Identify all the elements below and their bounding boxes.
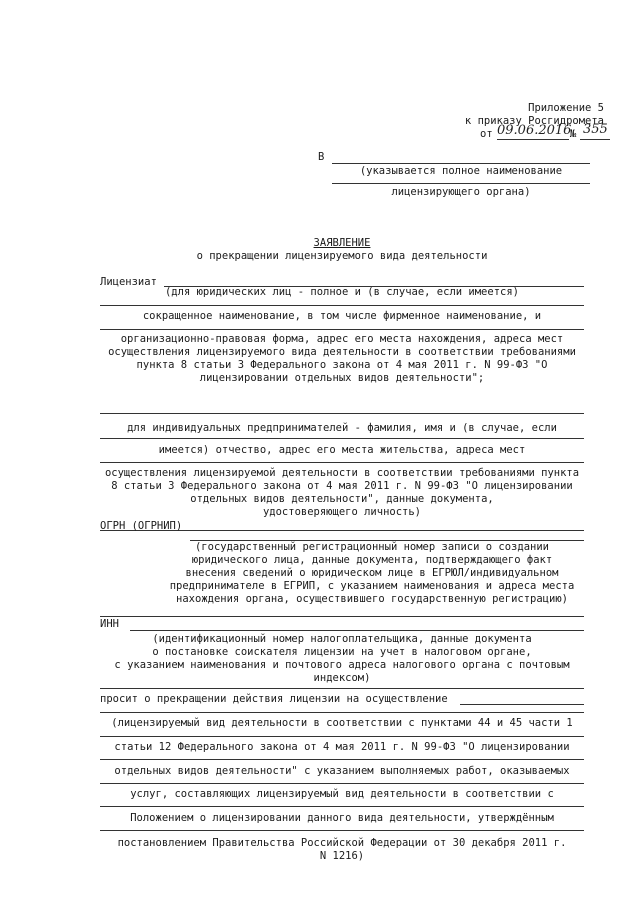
- inn-label: ИНН: [100, 618, 119, 630]
- order-date-prefix: от: [480, 128, 493, 140]
- licensee-hint-line: отдельных видов деятельности", данные документа,: [190, 493, 494, 505]
- request-field-line: [100, 712, 584, 713]
- document-title: ЗАЯВЛЕНИЕ: [313, 237, 371, 249]
- licensee-hint-line: удостоверяющего личность): [262, 506, 422, 518]
- order-number-sign: №: [570, 128, 577, 140]
- ogrn-hint-line: внесения сведений о юридическом лице в ЕГРЮЛ/индивидуальном: [185, 567, 559, 579]
- ogrn-hint-line: предпринимателе в ЕГРИП, с указанием наименования и адреса места: [169, 580, 575, 592]
- ogrn-hint-line: (государственный регистрационный номер записи о создании: [194, 541, 549, 553]
- order-date-line: [497, 139, 569, 140]
- order-label: к приказу Росгидромета: [464, 115, 604, 127]
- inn-field-line: [130, 630, 584, 631]
- licensee-hint-line: пункта 8 статьи 3 Федерального закона от 4 мая 2011 г. N 99-ФЗ "О: [136, 359, 548, 371]
- licensee-field-line: [100, 329, 584, 330]
- licensee-hint-line: сокращенное наименование, в том числе фирменное наименование, и: [142, 310, 542, 322]
- request-field-line: [100, 806, 584, 807]
- request-field-line: [100, 830, 584, 831]
- licensee-field-line: [100, 438, 584, 439]
- order-number-line: [580, 139, 610, 140]
- ogrn-label: ОГРН (ОГРНИП): [100, 520, 183, 532]
- request-field-line: [460, 704, 584, 705]
- licensee-hint-line: осуществления лицензируемого вида деятельности в соответствии требованиями: [108, 346, 576, 358]
- licensee-field-line: [100, 462, 584, 463]
- request-label: просит о прекращении действия лицензии на осуществление: [100, 693, 448, 705]
- licensee-hint-line: осуществления лицензируемой деятельности в соответствии требованиями пункта: [104, 467, 580, 479]
- addressee-hint-1: (указывается полное наименование: [359, 165, 563, 177]
- licensee-hint-line: организационно-правовая форма, адрес его места нахождения, адреса мест: [120, 333, 564, 345]
- ogrn-hint-line: юридического лица, данные документа, подтверждающего факт: [191, 554, 553, 566]
- addressee-field-line-2: [332, 183, 590, 184]
- addressee-prefix: В: [318, 151, 325, 163]
- request-top-line: [100, 688, 584, 689]
- inn-hint-line: с указанием наименования и почтового адреса налогового органа с почтовым: [114, 659, 570, 671]
- request-hint-line: статьи 12 Федерального закона от 4 мая 2011 г. N 99-ФЗ "О лицензировании: [114, 741, 570, 753]
- order-number: 355: [583, 122, 608, 137]
- inn-hint-line: о постановке соискателя лицензии на учет в налоговом органе,: [152, 646, 532, 658]
- request-hint-line: отдельных видов деятельности" с указанием выполняемых работ, оказываемых: [114, 765, 570, 777]
- licensee-label: Лицензиат: [100, 276, 157, 288]
- request-hint-line: постановлением Правительства Российской Федерации от 30 декабря 2011 г.: [117, 837, 567, 849]
- request-field-line: [100, 783, 584, 784]
- order-date: 09.06.2016: [497, 123, 572, 138]
- document-subtitle: о прекращении лицензируемого вида деятельности: [196, 250, 488, 262]
- inn-top-line: [100, 616, 584, 617]
- ogrn-hint-line: нахождения органа, осуществившего государственную регистрацию): [176, 593, 568, 605]
- addressee-hint-2: лицензирующего органа): [391, 186, 531, 198]
- licensee-hint-line: лицензировании отдельных видов деятельности";: [199, 372, 485, 384]
- licensee-hint-line: 8 статьи 3 Федерального закона от 4 мая 2011 г. N 99-ФЗ "О лицензировании: [111, 480, 573, 492]
- request-hint-line: (лицензируемый вид деятельности в соответствии с пунктами 44 и 45 части 1: [111, 717, 573, 729]
- licensee-hint-line: имеется) отчество, адрес его места жительства, адреса мест: [158, 444, 526, 456]
- inn-hint-line: индексом): [313, 672, 371, 684]
- addressee-field-line-1: [332, 163, 590, 164]
- licensee-field-line: [100, 305, 584, 306]
- request-field-line: [100, 759, 584, 760]
- licensee-field-line: [100, 413, 584, 414]
- request-hint-line: N 1216): [319, 850, 365, 862]
- appendix-label: Приложение 5: [528, 102, 604, 114]
- inn-hint-line: (идентификационный номер налогоплательщика, данные документа: [152, 633, 532, 645]
- request-hint-line: Положением о лицензировании данного вида деятельности, утверждённым: [130, 812, 554, 824]
- request-field-line: [100, 736, 584, 737]
- request-hint-line: услуг, составляющих лицензируемый вид деятельности в соответствии с: [130, 788, 554, 800]
- licensee-hint-line: (для юридических лиц - полное и (в случае, если имеется): [164, 286, 519, 298]
- licensee-hint-line: для индивидуальных предпринимателей - фамилия, имя и (в случае, если: [127, 422, 557, 434]
